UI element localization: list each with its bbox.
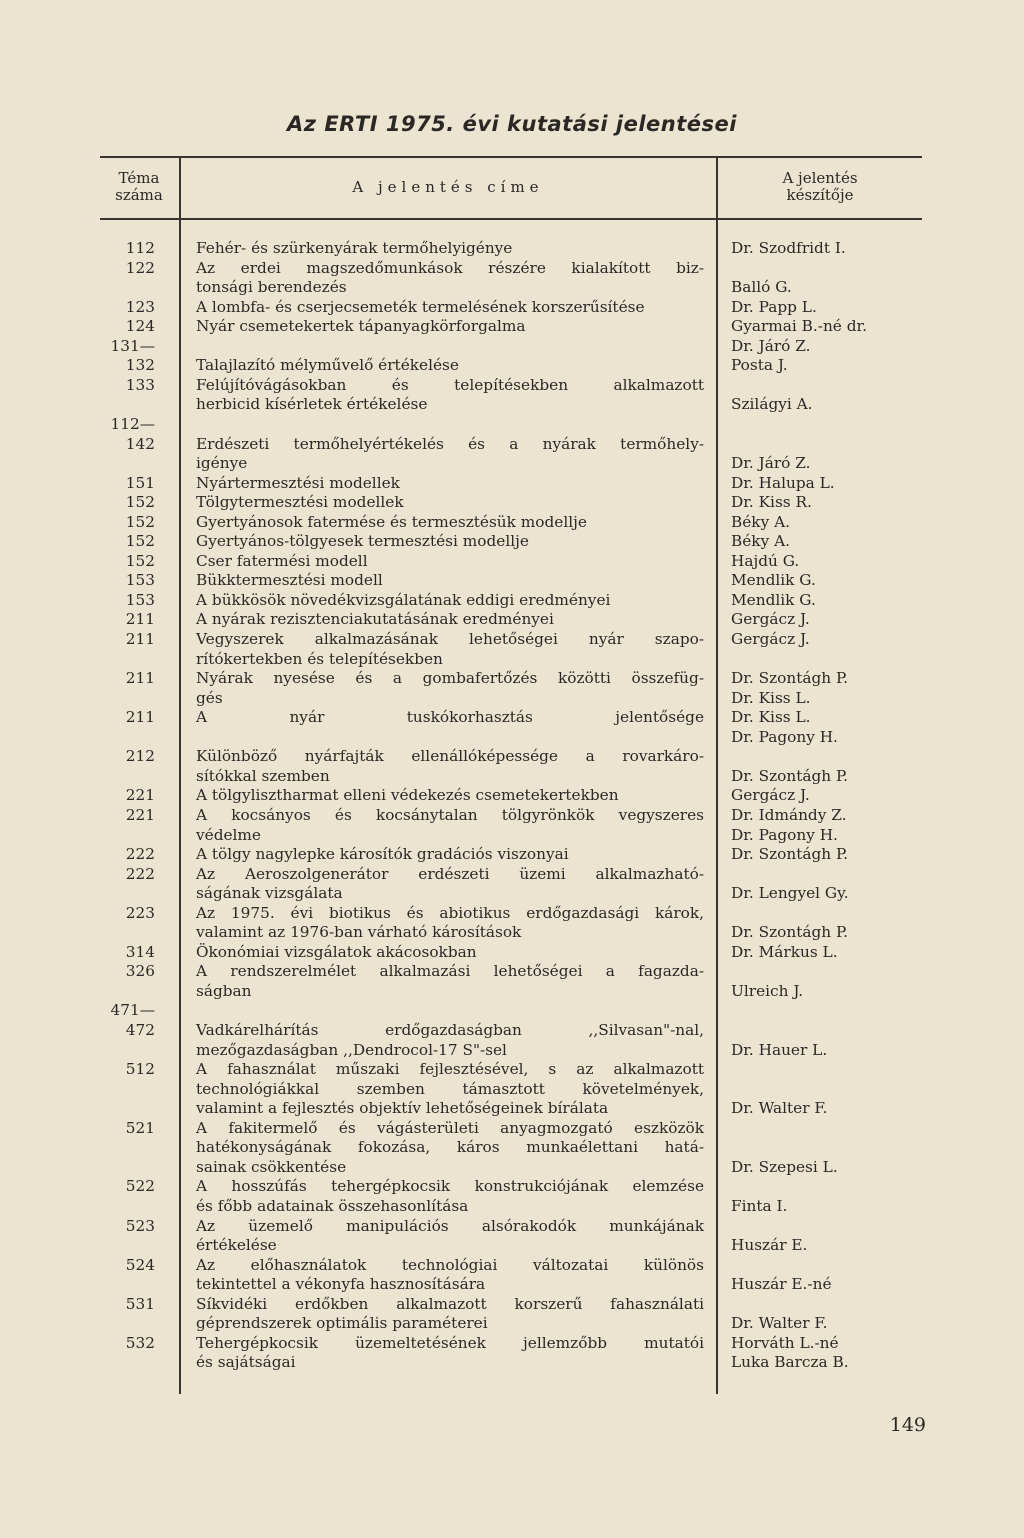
report-author: Ulreich J. bbox=[731, 981, 804, 1000]
header-report-title: A jelentés címe bbox=[352, 178, 544, 196]
topic-number: 131— bbox=[110, 336, 155, 355]
report-title-line: Felújítóvágásokban és telepítésekben alkalmazott bbox=[196, 375, 704, 394]
report-author: Dr. Papp L. bbox=[731, 297, 817, 316]
report-title-line: Síkvidéki erdőkben alkalmazott korszerű fahasználati bbox=[196, 1294, 704, 1313]
report-title-line: géprendszerek optimális paraméterei bbox=[196, 1314, 488, 1333]
report-title-line: Tehergépkocsik üzemeltetésének jellemzőbb mutatói bbox=[196, 1333, 704, 1352]
report-author: Szilágyi A. bbox=[731, 395, 813, 414]
topic-number: 222 bbox=[125, 864, 155, 883]
topic-number: 222 bbox=[125, 845, 155, 864]
report-title-line: tonsági berendezés bbox=[196, 278, 347, 297]
report-title-line: ságának vizsgálata bbox=[196, 884, 343, 903]
report-author: Dr. Szontágh P. bbox=[731, 669, 849, 688]
report-title-line: Az üzemelő manipulációs alsórakodók munkájának bbox=[196, 1216, 704, 1235]
topic-number: 211 bbox=[125, 610, 155, 629]
report-author: Posta J. bbox=[731, 356, 788, 375]
report-title-line: A fahasználat műszaki fejlesztésével, s az alkalmazott bbox=[196, 1060, 704, 1079]
report-title-line: valamint a fejlesztés objektív lehetőségeinek bírálata bbox=[196, 1099, 609, 1118]
topic-number: 123 bbox=[125, 297, 155, 316]
topic-number: 124 bbox=[125, 317, 155, 336]
topic-number: 522 bbox=[125, 1177, 155, 1196]
topic-number: 151 bbox=[125, 473, 155, 492]
report-author: Horváth L.-né bbox=[731, 1333, 839, 1352]
report-author: Dr. Idmándy Z. bbox=[731, 805, 847, 824]
report-author: Dr. Szodfridt I. bbox=[731, 239, 846, 257]
report-title-line: A rendszerelmélet alkalmazási lehetőségei a fagazda- bbox=[196, 962, 704, 981]
topic-number: 314 bbox=[125, 942, 155, 961]
report-author: Dr. Szontágh P. bbox=[731, 766, 849, 785]
report-title-line: Tölgytermesztési modellek bbox=[196, 493, 404, 512]
report-author: Dr. Pagony H. bbox=[731, 825, 838, 844]
report-title-line: Nyártermesztési modellek bbox=[196, 473, 400, 492]
report-title-line: sainak csökkentése bbox=[196, 1157, 347, 1176]
report-title-line: gés bbox=[196, 688, 223, 707]
report-title-line: Gyertyános-tölgyesek termesztési modellje bbox=[196, 532, 529, 551]
report-author: Dr. Szepesi L. bbox=[731, 1157, 838, 1176]
topic-number: 152 bbox=[125, 493, 155, 512]
topic-number: 524 bbox=[125, 1255, 155, 1274]
report-title-line: A hosszúfás tehergépkocsik konstrukciójának elemzése bbox=[196, 1177, 704, 1196]
topic-number: 223 bbox=[125, 903, 155, 922]
report-title-line: Vegyszerek alkalmazásának lehetőségei nyár szapo- bbox=[196, 630, 704, 648]
report-author: Gergácz J. bbox=[731, 610, 810, 629]
report-title-line: sítókkal szemben bbox=[196, 766, 330, 785]
topic-number: 153 bbox=[125, 590, 155, 609]
report-author: Huszár E. bbox=[731, 1236, 808, 1255]
report-author: Dr. Márkus L. bbox=[731, 942, 838, 961]
column-divider-left bbox=[179, 156, 181, 1394]
report-author: Huszár E.-né bbox=[731, 1275, 832, 1294]
report-title-line: rítókertekben és telepítésekben bbox=[196, 649, 443, 668]
topic-number: 132 bbox=[125, 356, 155, 375]
page-number: 149 bbox=[889, 1414, 926, 1436]
report-title-line: A tölgy nagylepke károsítók gradációs viszonyai bbox=[196, 845, 569, 864]
topic-number: 471— bbox=[110, 1001, 155, 1020]
report-author: Mendlik G. bbox=[731, 590, 816, 609]
report-title-line: A kocsányos és kocsánytalan tölgyrönkök vegyszeres bbox=[196, 805, 704, 824]
report-title-line: Bükktermesztési modell bbox=[196, 571, 383, 590]
report-author: Dr. Kiss L. bbox=[731, 708, 811, 727]
report-title-line: A bükkösök növedékvizsgálatának eddigi eredményei bbox=[196, 590, 611, 609]
report-title-line: A fakitermelő és vágásterületi anyagmozgató eszközök bbox=[196, 1118, 704, 1137]
report-author: Dr. Pagony H. bbox=[731, 727, 838, 746]
report-author: Dr. Hauer L. bbox=[731, 1040, 828, 1059]
report-title-line: védelme bbox=[196, 825, 261, 844]
report-author: Dr. Kiss L. bbox=[731, 688, 811, 707]
topic-number: 212 bbox=[125, 747, 155, 766]
topic-number: 512 bbox=[125, 1060, 155, 1079]
topic-number: 152 bbox=[125, 551, 155, 570]
report-author: Dr. Szontágh P. bbox=[731, 923, 849, 942]
report-title-line: A tölgylisztharmat elleni védekezés csemetekertekben bbox=[196, 786, 619, 805]
topic-number: 122 bbox=[125, 258, 155, 277]
topic-number: 211 bbox=[125, 669, 155, 688]
report-author: Dr. Szontágh P. bbox=[731, 845, 849, 864]
topic-number: 142 bbox=[125, 434, 155, 453]
topic-number: 221 bbox=[125, 786, 155, 805]
topic-number: 211 bbox=[125, 708, 155, 727]
page-title: Az ERTI 1975. évi kutatási jelentései bbox=[287, 112, 737, 136]
report-title-line: és főbb adatainak összehasonlítása bbox=[196, 1196, 469, 1215]
report-title-line: Cser fatermési modell bbox=[196, 551, 368, 570]
header-bottom-rule bbox=[100, 218, 922, 220]
topic-number: 152 bbox=[125, 532, 155, 551]
report-title-line: Gyertyánosok fatermése és termesztésük modellje bbox=[196, 512, 587, 531]
report-title-line: mezőgazdaságban ,,Dendrocol-17 S"-sel bbox=[196, 1040, 507, 1059]
report-title-line: A nyárak rezisztenciakutatásának eredményei bbox=[196, 610, 554, 629]
header-top-rule bbox=[100, 156, 922, 158]
report-author: Béky A. bbox=[731, 532, 790, 551]
report-title-line: Talajlazító mélyművelő értékelése bbox=[196, 356, 459, 375]
topic-number: 221 bbox=[125, 805, 155, 824]
report-title-line: technológiákkal szemben támasztott követelmények, bbox=[196, 1079, 704, 1098]
topic-number: 112 bbox=[125, 239, 155, 257]
header-report-author: A jelentés készítője bbox=[782, 169, 858, 204]
report-author: Hajdú G. bbox=[731, 551, 800, 570]
report-title-line: A nyár tuskókorhasztás jelentősége bbox=[196, 708, 704, 727]
report-title-line: ságban bbox=[196, 981, 252, 1000]
topic-number: 532 bbox=[125, 1333, 155, 1352]
report-author: Luka Barcza B. bbox=[731, 1353, 849, 1372]
report-title-line: hatékonyságának fokozása, káros munkaélettani hatá- bbox=[196, 1138, 704, 1157]
report-title-line: igénye bbox=[196, 454, 248, 473]
topic-number: 523 bbox=[125, 1216, 155, 1235]
report-author: Gyarmai B.-né dr. bbox=[731, 317, 867, 336]
report-author: Dr. Járó Z. bbox=[731, 454, 811, 473]
report-title-line: herbicid kísérletek értékelése bbox=[196, 395, 428, 414]
report-author: Dr. Járó Z. bbox=[731, 336, 811, 355]
topic-number: 521 bbox=[125, 1118, 155, 1137]
header-topic-number: Téma száma bbox=[115, 169, 163, 204]
report-author: Dr. Walter F. bbox=[731, 1314, 828, 1333]
report-title-line: Az erdei magszedőmunkások részére kialakított biz- bbox=[196, 258, 704, 277]
report-title-line: Fehér- és szürkenyárak termőhelyigénye bbox=[196, 239, 513, 257]
report-title-line: Az 1975. évi biotikus és abiotikus erdőgazdasági károk, bbox=[196, 903, 704, 922]
report-author: Mendlik G. bbox=[731, 571, 816, 590]
topic-number: 112— bbox=[110, 414, 155, 433]
topic-number: 153 bbox=[125, 571, 155, 590]
topic-number: 152 bbox=[125, 512, 155, 531]
report-title-line: Az Aeroszolgenerátor erdészeti üzemi alkalmazható- bbox=[196, 864, 704, 883]
report-author: Finta I. bbox=[731, 1196, 788, 1215]
report-title-line: Nyárak nyesése és a gombafertőzés közötti összefüg- bbox=[196, 669, 704, 688]
report-title-line: Nyár csemetekertek tápanyagkörforgalma bbox=[196, 317, 526, 336]
topic-number: 472 bbox=[125, 1021, 155, 1039]
report-title-line: A lombfa- és cserjecsemeték termelésének korszerűsítése bbox=[196, 297, 645, 316]
report-title-line: Ökonómiai vizsgálatok akácosokban bbox=[196, 942, 477, 961]
report-author: Dr. Kiss R. bbox=[731, 493, 812, 512]
topic-number: 326 bbox=[125, 962, 155, 981]
report-author: Gergácz J. bbox=[731, 630, 810, 648]
report-title-line: értékelése bbox=[196, 1236, 277, 1255]
report-author: Dr. Halupa L. bbox=[731, 473, 835, 492]
report-author: Dr. Lengyel Gy. bbox=[731, 884, 849, 903]
column-divider-right bbox=[716, 156, 718, 1394]
report-author: Béky A. bbox=[731, 512, 790, 531]
report-title-line: Különböző nyárfajták ellenállóképessége a rovarkáro- bbox=[196, 747, 704, 766]
topic-number: 211 bbox=[125, 630, 155, 648]
report-title-line: Az előhasználatok technológiai változatai különös bbox=[196, 1255, 704, 1274]
report-author: Gergácz J. bbox=[731, 786, 810, 805]
report-title-line: valamint az 1976-ban várható károsítások bbox=[196, 923, 522, 942]
report-author: Dr. Walter F. bbox=[731, 1099, 828, 1118]
report-title-line: és sajátságai bbox=[196, 1353, 296, 1372]
topic-number: 133 bbox=[125, 375, 155, 394]
report-author: Balló G. bbox=[731, 278, 792, 297]
report-title-line: Erdészeti termőhelyértékelés és a nyárak termőhely- bbox=[196, 434, 704, 453]
report-title-line: tekintettel a vékonyfa hasznosítására bbox=[196, 1275, 486, 1294]
topic-number: 531 bbox=[125, 1294, 155, 1313]
report-title-line: Vadkárelhárítás erdőgazdaságban ,,Silvasan"-nal, bbox=[196, 1021, 704, 1039]
